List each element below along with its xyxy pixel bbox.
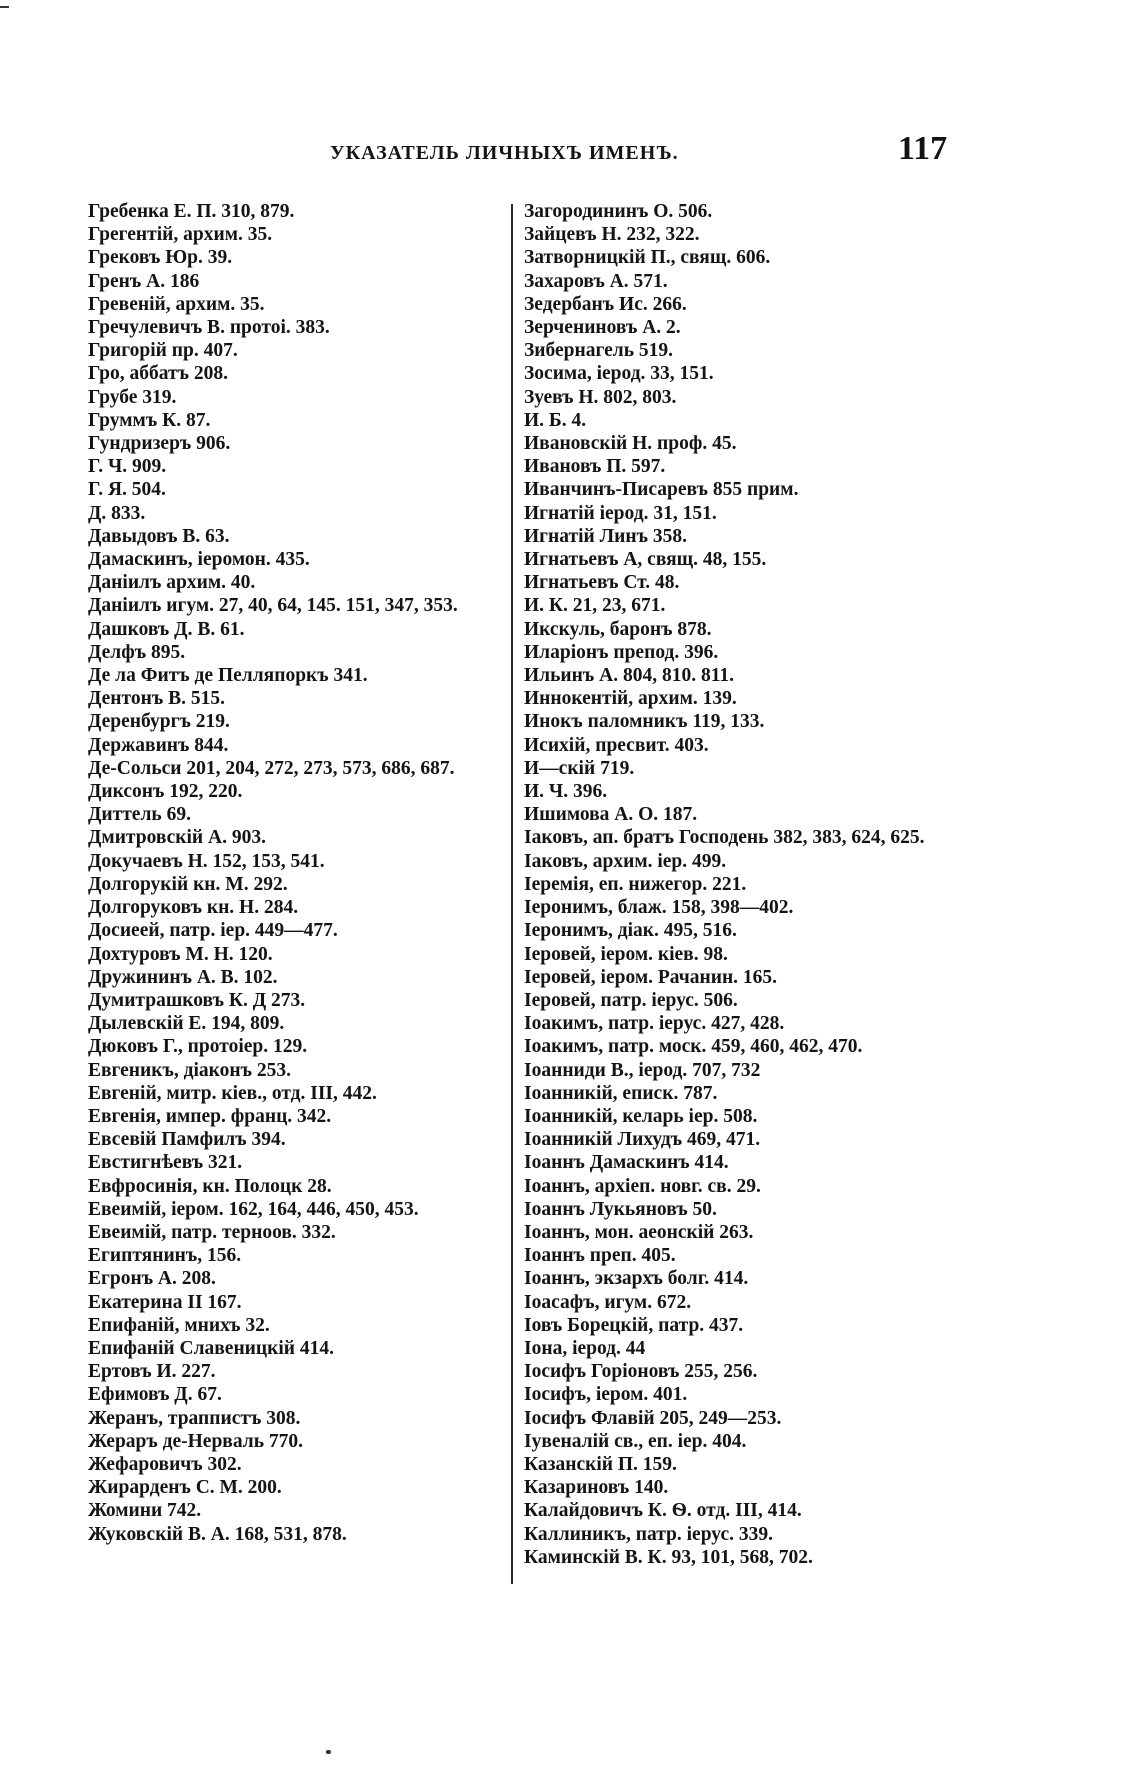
index-entry: Ивановскій Н. проф. 45. [524, 433, 737, 455]
page-number: 117 [898, 130, 948, 167]
index-entry: Жефаровичъ 302. [88, 1453, 242, 1475]
index-entry: Докучаевъ Н. 152, 153, 541. [88, 850, 325, 872]
index-entry: Зибернагель 519. [524, 340, 674, 362]
index-entry: Дохтуровъ М. Н. 120. [88, 943, 273, 965]
index-entry: Каминскій В. К. 93, 101, 568, 702. [524, 1546, 813, 1568]
index-entry: Іоаннъ преп. 405. [524, 1245, 676, 1267]
index-entry: Казанскій П. 159. [524, 1453, 677, 1475]
index-entry: Іоанникій, еписк. 787. [524, 1082, 718, 1104]
index-entry: Евеимій, патр. терноов. 332. [88, 1221, 336, 1243]
index-entry: Іоаннъ, мон. аеонскій 263. [524, 1221, 754, 1243]
index-entry: Іосифъ, іером. 401. [524, 1384, 688, 1406]
index-entry: Досиеей, патр. іер. 449—477. [88, 920, 338, 942]
index-entry: Захаровъ А. 571. [524, 270, 668, 292]
index-entry: Іона, іерод. 44 [524, 1337, 646, 1359]
index-entry: Де-Сольси 201, 204, 272, 273, 573, 686, 687. [88, 757, 455, 779]
index-entry: Египтянинъ, 156. [88, 1245, 242, 1267]
index-entry: Инокъ паломникъ 119, 133. [524, 711, 765, 733]
index-entry: Іосифъ Горіоновъ 255, 256. [524, 1361, 758, 1383]
index-entry: Евгеникъ, діаконъ 253. [88, 1059, 291, 1081]
index-entry: Іоаннъ, экзархъ болг. 414. [524, 1268, 749, 1290]
index-entry: Гундризеръ 906. [88, 433, 231, 455]
index-entry: Иннокентій, архим. 139. [524, 688, 737, 710]
index-entry: Іоакимъ, патр. іерус. 427, 428. [524, 1013, 785, 1035]
index-entry: Грековъ Юр. 39. [88, 247, 233, 269]
index-entry: Іоанникій Лихудъ 469, 471. [524, 1129, 761, 1151]
index-entry: Грегентій, архим. 35. [88, 224, 273, 246]
index-entry: Іоаннъ Лукьяновъ 50. [524, 1198, 717, 1220]
index-entry: Калайдовичъ К. Ѳ. отд. III, 414. [524, 1500, 802, 1522]
index-entry: Ефимовъ Д. 67. [88, 1384, 222, 1406]
index-entry: Екатерина II 167. [88, 1291, 242, 1313]
index-entry: Евгенія, импер. франц. 342. [88, 1105, 332, 1127]
index-entry: Ивановъ П. 597. [524, 456, 666, 478]
index-entry: Зуевъ Н. 802, 803. [524, 386, 677, 408]
index-entry: Іоанниди В., іерод. 707, 732 [524, 1059, 761, 1081]
index-entry: Евсевій Памфилъ 394. [88, 1129, 286, 1151]
index-entry: Долгоруковъ кн. Н. 284. [88, 897, 299, 919]
index-entry: Долгорукій кн. М. 292. [88, 873, 288, 895]
index-entry: Игнатій іерод. 31, 151. [524, 502, 717, 524]
index-entry: Думитрашковъ К. Д 273. [88, 989, 306, 1011]
page-title: УКАЗАТЕЛЬ ЛИЧНЫХЪ ИМЕНЪ. [330, 142, 679, 164]
index-entry: Дмитровскій А. 903. [88, 827, 267, 849]
index-entry: Евфросинія, кн. Полоцк 28. [88, 1175, 332, 1197]
index-entry: Игнатій Линъ 358. [524, 525, 687, 547]
index-column-left [88, 200, 508, 1546]
index-entry: Іеровей, іером. кіев. 98. [524, 943, 728, 965]
index-entry: Жуковскій В. А. 168, 531, 878. [88, 1523, 347, 1545]
index-entry: Жеранъ, траппистъ 308. [88, 1407, 301, 1429]
index-entry: Загородининъ О. 506. [524, 201, 713, 222]
index-entry: Евгеній, митр. кіев., отд. III, 442. [88, 1082, 377, 1104]
index-entry: Дашковъ Д. В. 61. [88, 618, 245, 640]
index-entry: Гребенка Е. П. 310, 879. [88, 201, 295, 222]
index-entry: Иларіонъ препод. 396. [524, 641, 719, 663]
index-entry: И. Б. 4. [524, 409, 587, 431]
index-entry: Делфъ 895. [88, 641, 186, 663]
index-entry: И. К. 21, 23, 671. [524, 595, 666, 617]
index-entry: Грубе 319. [88, 386, 177, 408]
index-entry: Деренбургъ 219. [88, 711, 230, 733]
index-entry: Іаковъ, архим. іер. 499. [524, 850, 727, 872]
index-entry: И. Ч. 396. [524, 781, 608, 803]
index-entry: Іувеналій св., еп. іер. 404. [524, 1430, 747, 1452]
index-entry: Даніилъ игум. 27, 40, 64, 145. 151, 347, 353. [88, 595, 458, 617]
index-entry: Іаковъ, ап. братъ Господень 382, 383, 624, 625. [524, 827, 925, 849]
index-entry: Диксонъ 192, 220. [88, 781, 243, 803]
index-entry: Епифаній Славеницкій 414. [88, 1337, 335, 1359]
index-entry: Іеровей, іером. Рачанин. 165. [524, 966, 778, 988]
index-entry: Зосима, іерод. 33, 151. [524, 363, 714, 385]
index-entry: Ишимова А. О. 187. [524, 804, 698, 826]
index-entry: Гро, аббатъ 208. [88, 363, 228, 385]
index-entry: Іоанникій, келарь іер. 508. [524, 1105, 758, 1127]
top-left-mark [0, 6, 9, 8]
index-entry: Іеремія, еп. нижегор. 221. [524, 873, 747, 895]
index-entry: Груммъ К. 87. [88, 409, 211, 431]
index-entry: И—скій 719. [524, 757, 635, 779]
index-entry: Зедербанъ Ис. 266. [524, 293, 687, 315]
column-divider [511, 204, 513, 1584]
index-entry: Исихій, пресвит. 403. [524, 734, 709, 756]
index-entry: Жирарденъ С. М. 200. [88, 1477, 282, 1499]
index-entry: Іеровей, патр. іерус. 506. [524, 989, 738, 1011]
index-entry: Гренъ А. 186 [88, 270, 200, 292]
index-entry: Затворницкій П., свящ. 606. [524, 247, 771, 269]
index-entry: Даніилъ архим. 40. [88, 572, 256, 594]
index-entry: Дылевскій Е. 194, 809. [88, 1013, 285, 1035]
index-column-right [524, 200, 974, 1569]
index-entry: Григорій пр. 407. [88, 340, 238, 362]
index-entry: Дюковъ Г., протоіер. 129. [88, 1036, 308, 1058]
index-entry: Иванчинъ-Писаревъ 855 прим. [524, 479, 799, 501]
index-entry: Г. Я. 504. [88, 479, 166, 501]
index-entry: Зайцевъ Н. 232, 322. [524, 224, 700, 246]
index-entry: Іоакимъ, патр. моск. 459, 460, 462, 470. [524, 1036, 863, 1058]
index-entry: Гречулевичъ В. протоі. 383. [88, 317, 330, 339]
index-entry: Іоасафъ, игум. 672. [524, 1291, 692, 1313]
index-entry: Іосифъ Флавій 205, 249—253. [524, 1407, 782, 1429]
index-entry: Іоаннъ, архіеп. новг. св. 29. [524, 1175, 761, 1197]
index-entry: Казариновъ 140. [524, 1477, 669, 1499]
index-entry: Диттель 69. [88, 804, 191, 826]
index-entry: Каллиникъ, патр. іерус. 339. [524, 1523, 773, 1545]
index-entry: Іоаннъ Дамаскинъ 414. [524, 1152, 729, 1174]
index-entry: Ертовъ И. 227. [88, 1361, 216, 1383]
index-entry: Дамаскинъ, іеромон. 435. [88, 549, 310, 571]
index-entry: Ильинъ А. 804, 810. 811. [524, 665, 735, 687]
index-entry: Дентонъ В. 515. [88, 688, 225, 710]
index-entry: Жераръ де-Нерваль 770. [88, 1430, 304, 1452]
index-entry: Икскуль, баронъ 878. [524, 618, 712, 640]
index-entry: Державинъ 844. [88, 734, 229, 756]
index-entry: Г. Ч. 909. [88, 456, 167, 478]
index-entry: Игнатьевъ А, свящ. 48, 155. [524, 549, 767, 571]
index-entry: Егронъ А. 208. [88, 1268, 216, 1290]
index-entry: Де ла Фитъ де Пелляпоркъ 341. [88, 665, 368, 687]
index-entry: Гревеній, архим. 35. [88, 293, 265, 315]
index-entry: Д. 833. [88, 502, 146, 524]
index-entry: Дружининъ А. В. 102. [88, 966, 278, 988]
index-entry: Іовъ Борецкій, патр. 437. [524, 1314, 744, 1336]
index-entry: Евеимій, іером. 162, 164, 446, 450, 453. [88, 1198, 419, 1220]
index-entry: Іеронимъ, діак. 495, 516. [524, 920, 737, 942]
index-entry: Евстигнѣевъ 321. [88, 1152, 243, 1174]
index-entry: Іеронимъ, блаж. 158, 398—402. [524, 897, 794, 919]
index-entry: Жомини 742. [88, 1500, 202, 1522]
index-entry: Игнатьевъ Ст. 48. [524, 572, 680, 594]
bottom-dot-mark [326, 1750, 331, 1754]
index-entry: Давыдовъ В. 63. [88, 525, 230, 547]
index-entry: Епифаній, мнихъ 32. [88, 1314, 270, 1336]
index-entry: Зерчениновъ А. 2. [524, 317, 681, 339]
